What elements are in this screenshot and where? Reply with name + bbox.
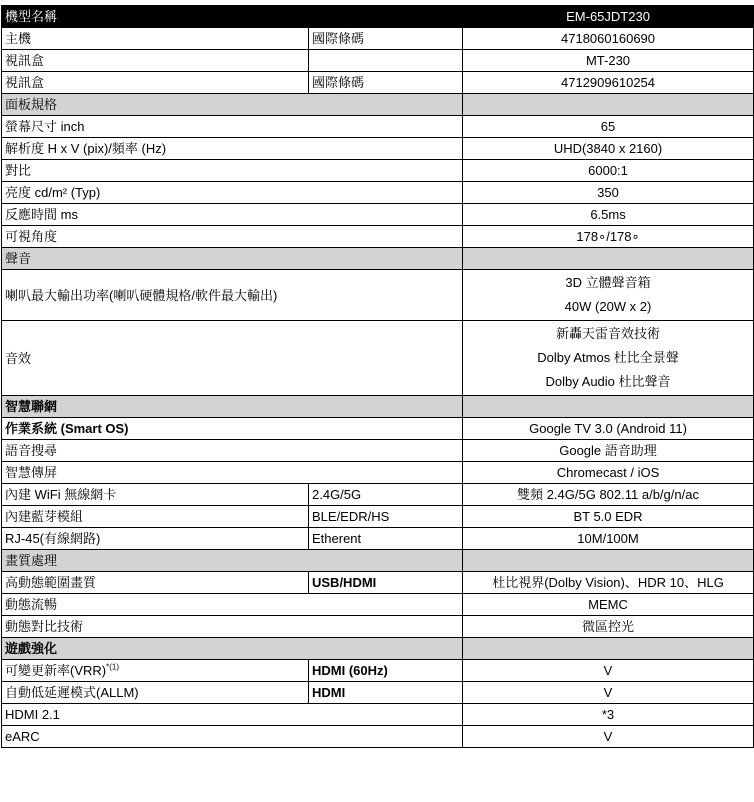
row-value: Google TV 3.0 (Android 11) xyxy=(463,418,754,440)
section-picture xyxy=(2,550,754,572)
row-value: BT 5.0 EDR xyxy=(463,506,754,528)
row-label: 內建 WiFi 無線網卡 xyxy=(2,484,309,506)
table-row xyxy=(2,28,754,50)
model-name-value: EM-65JDT230 xyxy=(463,6,754,28)
row-mid: HDMI xyxy=(309,682,463,704)
table-row xyxy=(2,704,754,726)
value-line: 新轟天雷音效技術 xyxy=(556,326,661,341)
row-value: Google 語音助理 xyxy=(463,440,754,462)
row-value xyxy=(463,321,754,396)
row-value xyxy=(463,270,754,321)
row-value: MEMC xyxy=(463,594,754,616)
table-row xyxy=(2,506,754,528)
row-value: 350 xyxy=(463,182,754,204)
row-value: Chromecast / iOS xyxy=(463,462,754,484)
table-row xyxy=(2,204,754,226)
row-label: 作業系統 (Smart OS) xyxy=(2,418,463,440)
row-label: 視訊盒 xyxy=(2,50,309,72)
row-value: 10M/100M xyxy=(463,528,754,550)
section-smart xyxy=(2,396,754,418)
row-mid: 國際條碼 xyxy=(309,28,463,50)
table-row xyxy=(2,528,754,550)
row-label: 視訊盒 xyxy=(2,72,309,94)
header-row xyxy=(2,6,754,28)
row-label: 高動態範圍畫質 xyxy=(2,572,309,594)
table-row xyxy=(2,182,754,204)
row-label: 內建藍芽模組 xyxy=(2,506,309,528)
row-mid: HDMI (60Hz) xyxy=(309,660,463,682)
row-label: 解析度 H x V (pix)/頻率 (Hz) xyxy=(2,138,463,160)
table-row xyxy=(2,594,754,616)
section-title: 畫質處理 xyxy=(2,550,463,572)
table-row xyxy=(2,226,754,248)
row-label xyxy=(2,660,309,682)
row-label: HDMI 2.1 xyxy=(2,704,463,726)
table-row xyxy=(2,462,754,484)
row-value: 65 xyxy=(463,116,754,138)
row-value: V xyxy=(463,660,754,682)
row-label: 自動低延遲模式(ALLM) xyxy=(2,682,309,704)
row-label: 音效 xyxy=(2,321,463,396)
table-row xyxy=(2,572,754,594)
value-line: Dolby Audio 杜比聲音 xyxy=(545,374,671,389)
row-value: 6000:1 xyxy=(463,160,754,182)
table-row xyxy=(2,160,754,182)
row-mid: BLE/EDR/HS xyxy=(309,506,463,528)
table-row xyxy=(2,50,754,72)
row-mid: 國際條碼 xyxy=(309,72,463,94)
row-value: 6.5ms xyxy=(463,204,754,226)
row-mid: 2.4G/5G xyxy=(309,484,463,506)
row-label: 語音搜尋 xyxy=(2,440,463,462)
row-value: *3 xyxy=(463,704,754,726)
row-label: 可視角度 xyxy=(2,226,463,248)
row-value: 4712909610254 xyxy=(463,72,754,94)
model-name-label: 機型名稱 xyxy=(2,6,463,28)
row-mid: USB/HDMI xyxy=(309,572,463,594)
table-row xyxy=(2,660,754,682)
row-value: 杜比視界(Dolby Vision)、HDR 10、HLG xyxy=(463,572,754,594)
table-row xyxy=(2,682,754,704)
row-value: UHD(3840 x 2160) xyxy=(463,138,754,160)
table-row xyxy=(2,138,754,160)
row-value: 微區控光 xyxy=(463,616,754,638)
table-row xyxy=(2,321,754,396)
section-title: 面板規格 xyxy=(2,94,463,116)
section-title: 遊戲強化 xyxy=(2,638,463,660)
section-sound xyxy=(2,248,754,270)
row-label: RJ-45(有線網路) xyxy=(2,528,309,550)
row-label: 喇叭最大輸出功率(喇叭硬體規格/軟件最大輸出) xyxy=(2,270,463,321)
row-label: 主機 xyxy=(2,28,309,50)
value-line: Dolby Atmos 杜比全景聲 xyxy=(537,350,679,365)
table-row xyxy=(2,726,754,748)
spec-table xyxy=(1,5,754,748)
row-value: 雙頻 2.4G/5G 802.11 a/b/g/n/ac xyxy=(463,484,754,506)
section-game xyxy=(2,638,754,660)
row-mid: Etherent xyxy=(309,528,463,550)
row-label: 智慧傳屏 xyxy=(2,462,463,484)
table-row xyxy=(2,418,754,440)
table-row xyxy=(2,270,754,321)
row-label: 亮度 cd/m² (Typ) xyxy=(2,182,463,204)
row-label: 對比 xyxy=(2,160,463,182)
row-value: MT-230 xyxy=(463,50,754,72)
section-panel xyxy=(2,94,754,116)
value-line: 40W (20W x 2) xyxy=(564,299,652,314)
footnote-mark: *(1) xyxy=(106,662,119,672)
row-value: V xyxy=(463,682,754,704)
vrr-label: 可變更新率(VRR) xyxy=(5,663,107,678)
row-value: 4718060160690 xyxy=(463,28,754,50)
section-title: 聲音 xyxy=(2,248,463,270)
row-label: 動態對比技術 xyxy=(2,616,463,638)
table-row xyxy=(2,116,754,138)
row-value: 178∘/178∘ xyxy=(463,226,754,248)
row-label: eARC xyxy=(2,726,463,748)
table-row xyxy=(2,440,754,462)
row-label: 螢幕尺寸 inch xyxy=(2,116,463,138)
table-row xyxy=(2,616,754,638)
row-mid xyxy=(309,50,463,72)
row-label: 反應時間 ms xyxy=(2,204,463,226)
table-row xyxy=(2,72,754,94)
section-title: 智慧聯網 xyxy=(2,396,463,418)
table-row xyxy=(2,484,754,506)
row-label: 動態流暢 xyxy=(2,594,463,616)
value-line: 3D 立體聲音箱 xyxy=(565,275,651,290)
row-value: V xyxy=(463,726,754,748)
